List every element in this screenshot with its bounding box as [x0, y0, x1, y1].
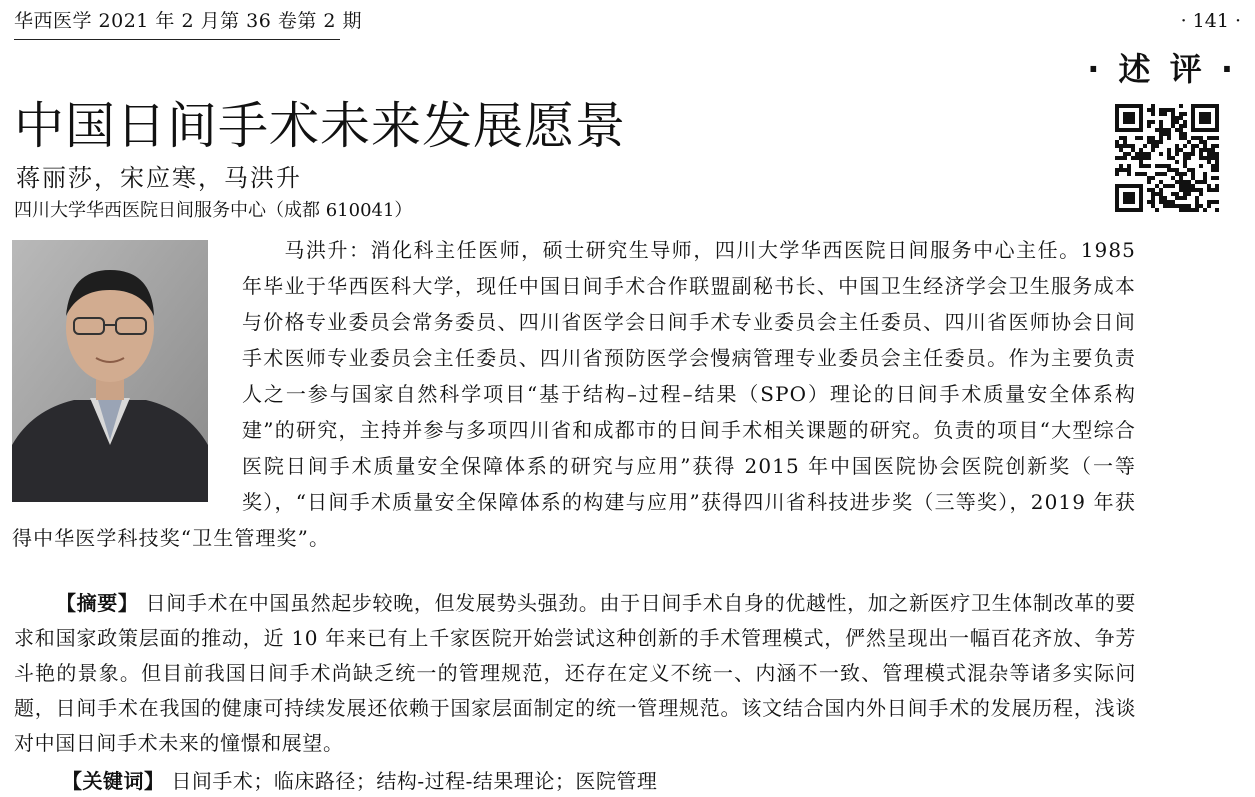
keywords	[62, 765, 657, 794]
keywords-text: 日间手术；临床路径；结构-过程-结果理论；医院管理	[171, 769, 658, 793]
keywords-label: 【关键词】	[62, 769, 165, 793]
article-title: 中国日间手术未来发展愿景	[14, 97, 626, 155]
abstract	[14, 586, 1136, 761]
abstract-label: 【摘要】	[56, 591, 139, 615]
qr-code	[1115, 104, 1219, 212]
abstract-text: 日间手术在中国虽然起步较晚，但发展势头强劲。由于日间手术自身的优越性，加之新医疗卫生体制改革的要求和国家政策层面的推动，近 10 年来已有上千家医院开始尝试这种创新的手术管理模式，俨然呈现出一幅百花齐放、争芳斗艳的景象。但目前我国日间手术尚缺乏统一的管理规范，还存在定义不统一、内涵不一致、管理模式混杂等诸多实际问题，日间手术在我国的健康可持续发展还依赖于国家层面制定的统一管理规范。该文结合国内外日间手术的发展历程，浅谈对中国日间手术未来的憧憬和展望。	[14, 591, 1136, 755]
bio-text: 马洪升：消化科主任医师，硕士研究生导师，四川大学华西医院日间服务中心主任。1985 年毕业于华西医科大学，现任中国日间手术合作联盟副秘书长、中国卫生经济学会卫生服务成本与价格专业委员会常务委员、四川省医学会日间手术专业委员会主任委员、四川省医师协会日间手术医师专业委员会主任委员、四川省预防医学会慢病管理专业委员会主任委员。作为主要负责人之一参与国家自然科学项目“基于结构–过程–结果（SPO）理论的日间手术质量安全体系构建”的研究，主持并参与多项四川省和成都市的日间手术相关课题的研究。负责的项目“大型综合医院日间手术质量安全保障体系的研究与应用”获得 2015 年中国医院协会医院创新奖（一等奖），“日间手术质量安全保障体系的构建与应用”获得四川省科技进步奖（三等奖），2019 年获得中华医学科技奖“卫生管理奖”。	[12, 238, 1136, 550]
photo-spacer	[12, 232, 222, 520]
affiliation: 四川大学华西医院日间服务中心（成都 610041）	[14, 200, 413, 221]
journal-header: 华西医学 2021 年 2 月第 36 卷第 2 期	[14, 6, 340, 40]
author-list: 蒋丽莎，宋应寒，马洪升	[16, 164, 302, 192]
section-label: · 述 评 ·	[1087, 50, 1237, 88]
author-bio	[12, 232, 1136, 556]
page-number: · 141 ·	[1180, 10, 1241, 32]
